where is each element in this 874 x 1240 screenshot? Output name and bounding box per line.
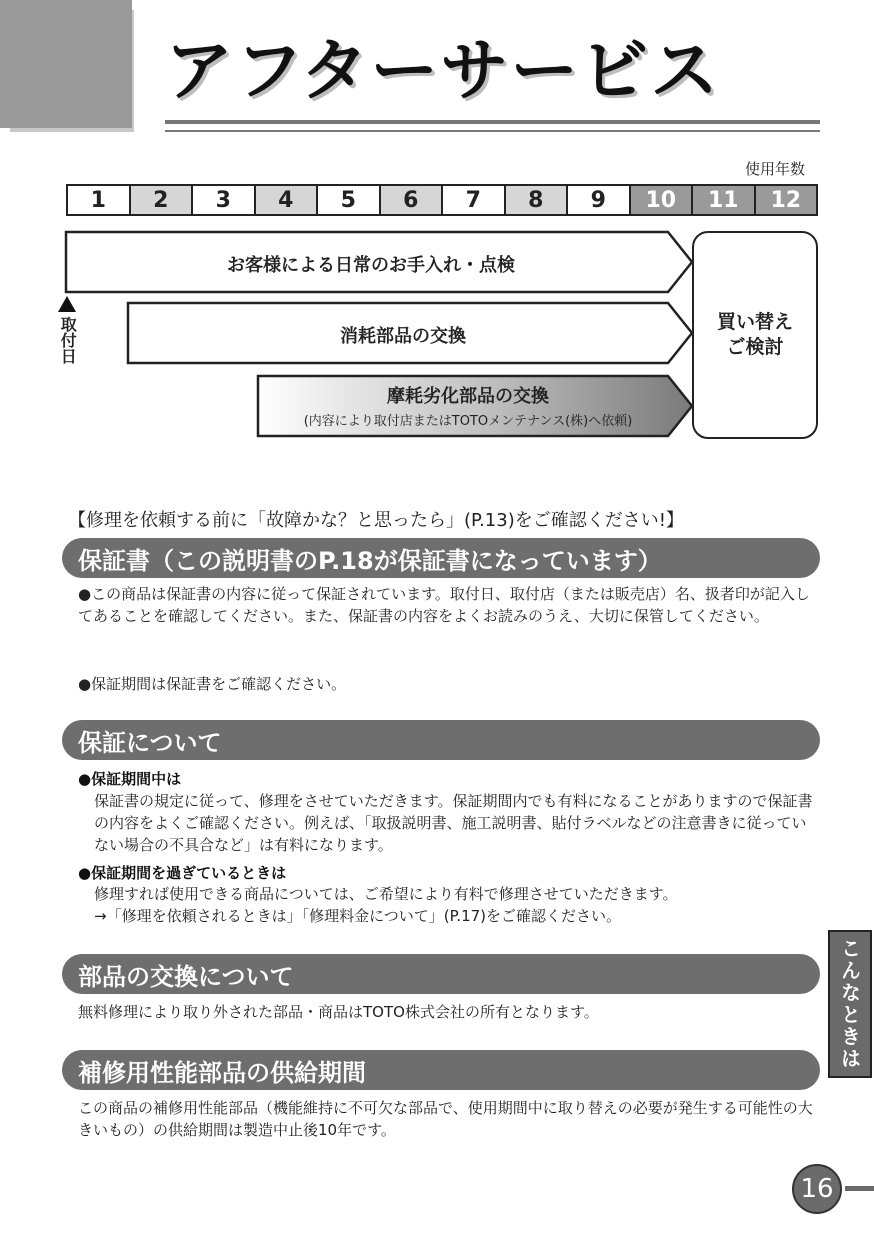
daily-care-label: お客様による日常のお手入れ・点検 (227, 255, 515, 276)
replace-consider-box (692, 231, 818, 439)
warranty-period-over-body: 修理すれば使用できる商品については、ご希望により有料で修理させていただきます。 (94, 885, 678, 903)
install-date-text: 取付日 (58, 316, 78, 364)
supply-period-body: この商品の補修用性能部品（機能維持に不可欠な部品で、使用期間中に取り替えの必要が発生する可能性の大きいもの）の供給期間は製造中止後10年です。 (78, 1099, 813, 1139)
years-of-use-caption: 使用年数 (745, 160, 806, 178)
section-heading-supply-period: 補修用性能部品の供給期間 (62, 1050, 820, 1090)
year-cell: 11 (693, 186, 756, 214)
year-cell: 6 (381, 186, 444, 214)
year-cell: 10 (631, 186, 694, 214)
page-number-line (845, 1186, 874, 1191)
wear-parts-label: 摩耗劣化部品の交換 (387, 386, 549, 407)
year-cell: 5 (318, 186, 381, 214)
warranty-card-bullet-2: ●保証期間は保証書をご確認ください。 (78, 675, 347, 693)
section-heading-warranty-card: 保証書（この説明書のP.18が保証書になっています） (62, 538, 820, 578)
parts-exchange-body: 無料修理により取り外された部品・商品はTOTO株式会社の所有となります。 (78, 1003, 599, 1021)
repair-notice: 【修理を依頼する前に「故障かな？と思ったら」(P.13)をご確認ください!】 (68, 510, 684, 531)
wear-parts-note: (内容により取付店またはTOTOメンテナンス(株)へ依頼) (303, 414, 633, 429)
warranty-period-in-body: 保証書の規定に従って、修理をさせていただきます。保証期間内でも有料になることがありますので保証書の内容をよくご確認ください。例えば、「取扱説明書、施工説明書、貼付ラベルなどの注意書きに従っていない場合の不具合など」は有料になります。 (94, 792, 813, 854)
year-cell: 3 (193, 186, 256, 214)
year-cell: 1 (68, 186, 131, 214)
section-heading-parts-exchange: 部品の交換について (62, 954, 820, 994)
year-cell: 4 (256, 186, 319, 214)
replace-line2: ご検討 (726, 336, 784, 358)
year-cell: 2 (131, 186, 194, 214)
year-cell: 8 (506, 186, 569, 214)
page-number: 16 (792, 1164, 842, 1214)
warranty-period-over-reference: →「修理を依頼されるときは」「修理料金について」(P.17)をご確認ください。 (94, 907, 622, 925)
warranty-period-in-title: ●保証期間中は (78, 770, 182, 788)
install-date-marker (56, 296, 78, 368)
side-index-tab[interactable]: こんなときは (828, 930, 872, 1078)
page-title: アフターサービス (165, 32, 721, 111)
warranty-card-bullet-1: ●この商品は保証書の内容に従って保証されています。取付日、取付店（または販売店）名、扱者印が記入してあることを確認してください。また、保証書の内容をよくお読みのうえ、大切に保管してください。 (78, 585, 810, 625)
year-cell: 9 (568, 186, 631, 214)
year-cell: 12 (756, 186, 817, 214)
year-cell: 7 (443, 186, 506, 214)
replace-line1: 買い替え (716, 311, 793, 334)
up-triangle-icon (58, 296, 76, 312)
consumables-label: 消耗部品の交換 (340, 326, 466, 347)
section-heading-warranty-about: 保証について (62, 720, 820, 760)
warranty-period-over-title: ●保証期間を過ぎているときは (78, 864, 287, 882)
install-date-label (56, 316, 78, 368)
